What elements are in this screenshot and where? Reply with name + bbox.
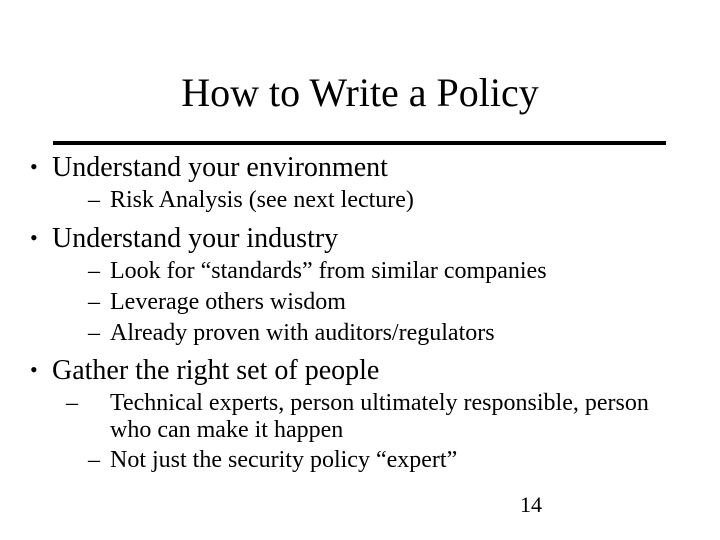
sub-item-leverage [88, 289, 346, 316]
page-number: 14 [520, 492, 542, 517]
sub-item-standards [88, 258, 547, 285]
sub-item-proven [88, 320, 495, 347]
sub-item-label: Look for “standards” from similar companies [110, 258, 547, 284]
sub-item-technical-experts [66, 390, 670, 444]
sub-item-label: Leverage others wisdom [110, 289, 346, 315]
sub-item-risk-analysis [88, 187, 414, 214]
bullet-label: Understand your industry [52, 223, 339, 254]
sub-item-label: Already proven with auditors/regulators [110, 320, 495, 346]
bullet-item-industry [30, 221, 338, 256]
dash-icon: – [88, 447, 100, 473]
slide-title: How to Write a Policy [181, 70, 539, 115]
dash-icon: – [88, 289, 100, 315]
sub-item-label: Not just the security policy “expert” [110, 447, 458, 473]
dash-icon: – [88, 187, 100, 213]
bullet-item-environment [30, 150, 388, 185]
dash-icon: – [66, 390, 78, 416]
dash-icon: – [88, 320, 100, 346]
title-underline [53, 141, 666, 145]
dash-icon: – [88, 258, 100, 284]
sub-item-not-just-expert [88, 447, 457, 474]
bullet-icon: • [30, 357, 38, 382]
bullet-icon: • [30, 154, 38, 179]
bullet-icon: • [30, 225, 38, 250]
sub-item-label: Technical experts, person ultimately responsible, person who can make it happen [110, 390, 649, 443]
bullet-label: Gather the right set of people [52, 355, 380, 386]
bullet-label: Understand your environment [52, 152, 388, 183]
sub-item-label: Risk Analysis (see next lecture) [110, 187, 414, 213]
bullet-item-people [30, 353, 379, 388]
